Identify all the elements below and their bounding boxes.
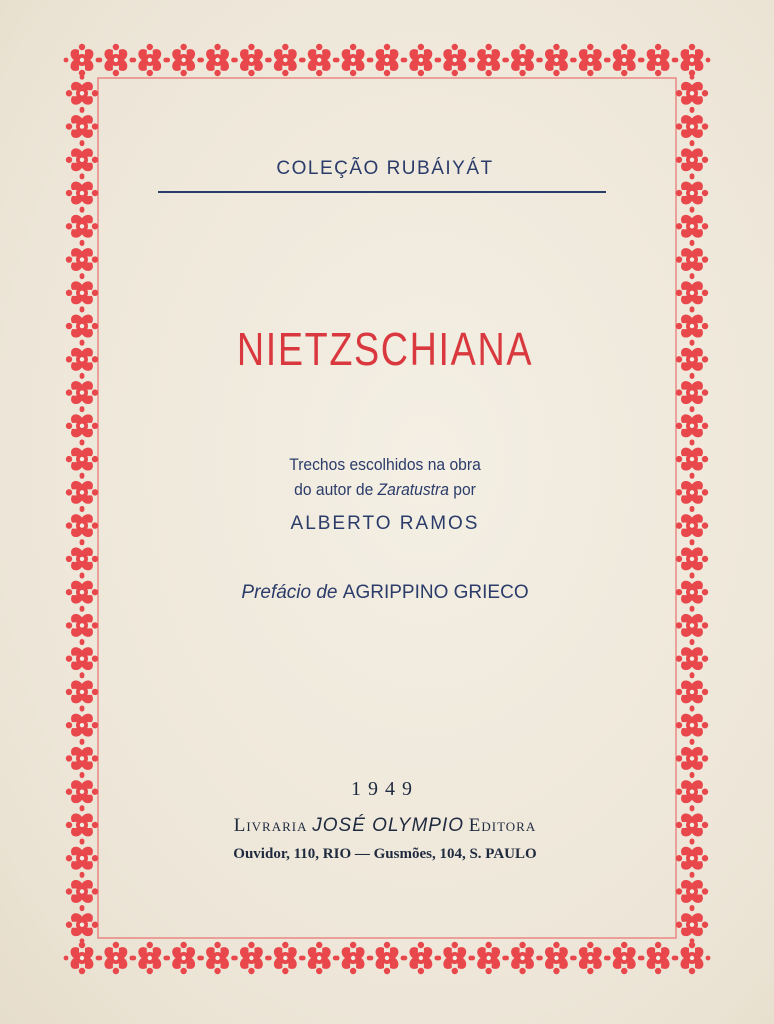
border-flower-motif — [66, 873, 98, 910]
border-flower-motif — [676, 441, 708, 478]
subtitle-suffix: por — [448, 480, 476, 499]
border-flower-motif — [335, 942, 372, 974]
border-flower-motif — [301, 942, 338, 974]
border-flower-motif — [66, 108, 98, 145]
subtitle-prefix: do autor de — [294, 480, 378, 499]
border-flower-motif — [66, 507, 98, 544]
border-flower-motif — [267, 942, 304, 974]
border-flower-motif — [436, 942, 473, 974]
border-flower-motif — [674, 942, 711, 974]
collection-name: COLEÇÃO RUBÁIYÁT — [276, 158, 494, 179]
border-flower-motif — [676, 141, 708, 178]
border-flower-motif — [676, 274, 708, 311]
border-flower-motif — [676, 175, 708, 212]
border-flower-motif — [676, 507, 708, 544]
border-flower-motif — [640, 44, 677, 76]
border-flower-motif — [66, 674, 98, 711]
border-flower-motif — [199, 942, 236, 974]
border-flower-motif — [199, 44, 236, 76]
border-flower-motif — [504, 942, 541, 974]
border-flower-motif — [64, 44, 101, 76]
border-flower-motif — [538, 44, 575, 76]
border-flower-motif — [267, 44, 304, 76]
border-flower-motif — [66, 441, 98, 478]
border-flower-motif — [301, 44, 338, 76]
border-flower-motif — [504, 44, 541, 76]
preface-author: AGRIPPINO GRIECO — [342, 582, 529, 603]
border-flower-motif — [402, 942, 439, 974]
border-flower-motif — [66, 308, 98, 345]
border-flower-motif — [66, 740, 98, 777]
border-flower-motif — [66, 141, 98, 178]
subtitle-line-2 — [169, 480, 601, 500]
border-flower-motif — [66, 407, 98, 444]
border-flower-motif — [66, 241, 98, 278]
publisher-address: Ouvidor, 110, RIO — Gusmões, 104, S. PAULO — [233, 846, 537, 862]
border-flower-motif — [402, 44, 439, 76]
publisher-left: Livraria — [233, 815, 308, 836]
border-flower-motif — [233, 44, 270, 76]
border-flower-motif — [676, 374, 708, 411]
border-flower-motif — [66, 208, 98, 245]
border-flower-motif — [66, 773, 98, 810]
border-flower-motif — [131, 44, 168, 76]
border-flower-motif — [676, 540, 708, 577]
border-flower-motif — [66, 640, 98, 677]
border-flower-motif — [66, 906, 98, 943]
border-flower-motif — [538, 942, 575, 974]
border-flower-motif — [676, 640, 708, 677]
border-flower-motif — [66, 840, 98, 877]
border-flower-motif — [470, 44, 507, 76]
border-flower-motif — [470, 942, 507, 974]
publisher-name: JOSÉ OLYMPIO — [312, 815, 465, 836]
border-flower-motif — [676, 108, 708, 145]
page-content — [150, 150, 620, 870]
work-title: Zaratustra — [377, 480, 449, 499]
book-title: NIETZSCHIANA — [236, 323, 534, 375]
border-flower-motif — [233, 942, 270, 974]
border-flower-motif — [676, 574, 708, 611]
border-flower-motif — [676, 75, 708, 112]
border-flower-motif — [66, 540, 98, 577]
border-flower-motif — [165, 942, 202, 974]
border-flower-motif — [676, 773, 708, 810]
publisher-line — [150, 815, 620, 837]
publication-year: 1949 — [351, 778, 419, 800]
divider-rule — [158, 191, 606, 193]
border-flower-motif — [606, 44, 643, 76]
border-flower-motif — [165, 44, 202, 76]
border-flower-motif — [676, 807, 708, 844]
border-flower-motif — [606, 942, 643, 974]
border-flower-motif — [676, 607, 708, 644]
border-flower-motif — [66, 374, 98, 411]
border-flower-motif — [97, 44, 134, 76]
border-flower-motif — [674, 44, 711, 76]
border-flower-motif — [97, 942, 134, 974]
border-flower-motif — [676, 840, 708, 877]
border-flower-motif — [676, 906, 708, 943]
subtitle-line-1: Trechos escolhidos na obra — [289, 455, 481, 474]
preface-credit — [150, 582, 620, 604]
border-flower-motif — [66, 474, 98, 511]
border-flower-motif — [572, 44, 609, 76]
border-flower-motif — [66, 75, 98, 112]
border-flower-motif — [369, 942, 406, 974]
preface-label: Prefácio de — [241, 582, 343, 603]
border-flower-motif — [676, 341, 708, 378]
border-flower-motif — [676, 407, 708, 444]
border-flower-motif — [676, 674, 708, 711]
border-flower-motif — [676, 241, 708, 278]
border-flower-motif — [66, 175, 98, 212]
publisher-right: Editora — [468, 815, 537, 836]
border-flower-motif — [572, 942, 609, 974]
border-flower-motif — [66, 274, 98, 311]
border-flower-motif — [640, 942, 677, 974]
border-flower-motif — [436, 44, 473, 76]
border-flower-motif — [66, 574, 98, 611]
border-flower-motif — [64, 942, 101, 974]
border-flower-motif — [66, 341, 98, 378]
border-flower-motif — [676, 208, 708, 245]
border-flower-motif — [676, 873, 708, 910]
border-flower-motif — [335, 44, 372, 76]
border-flower-motif — [66, 807, 98, 844]
author-name: ALBERTO RAMOS — [290, 513, 480, 534]
border-flower-motif — [66, 607, 98, 644]
border-flower-motif — [369, 44, 406, 76]
border-flower-motif — [131, 942, 168, 974]
border-flower-motif — [676, 707, 708, 744]
border-flower-motif — [676, 740, 708, 777]
border-flower-motif — [676, 474, 708, 511]
border-flower-motif — [676, 308, 708, 345]
border-flower-motif — [66, 707, 98, 744]
